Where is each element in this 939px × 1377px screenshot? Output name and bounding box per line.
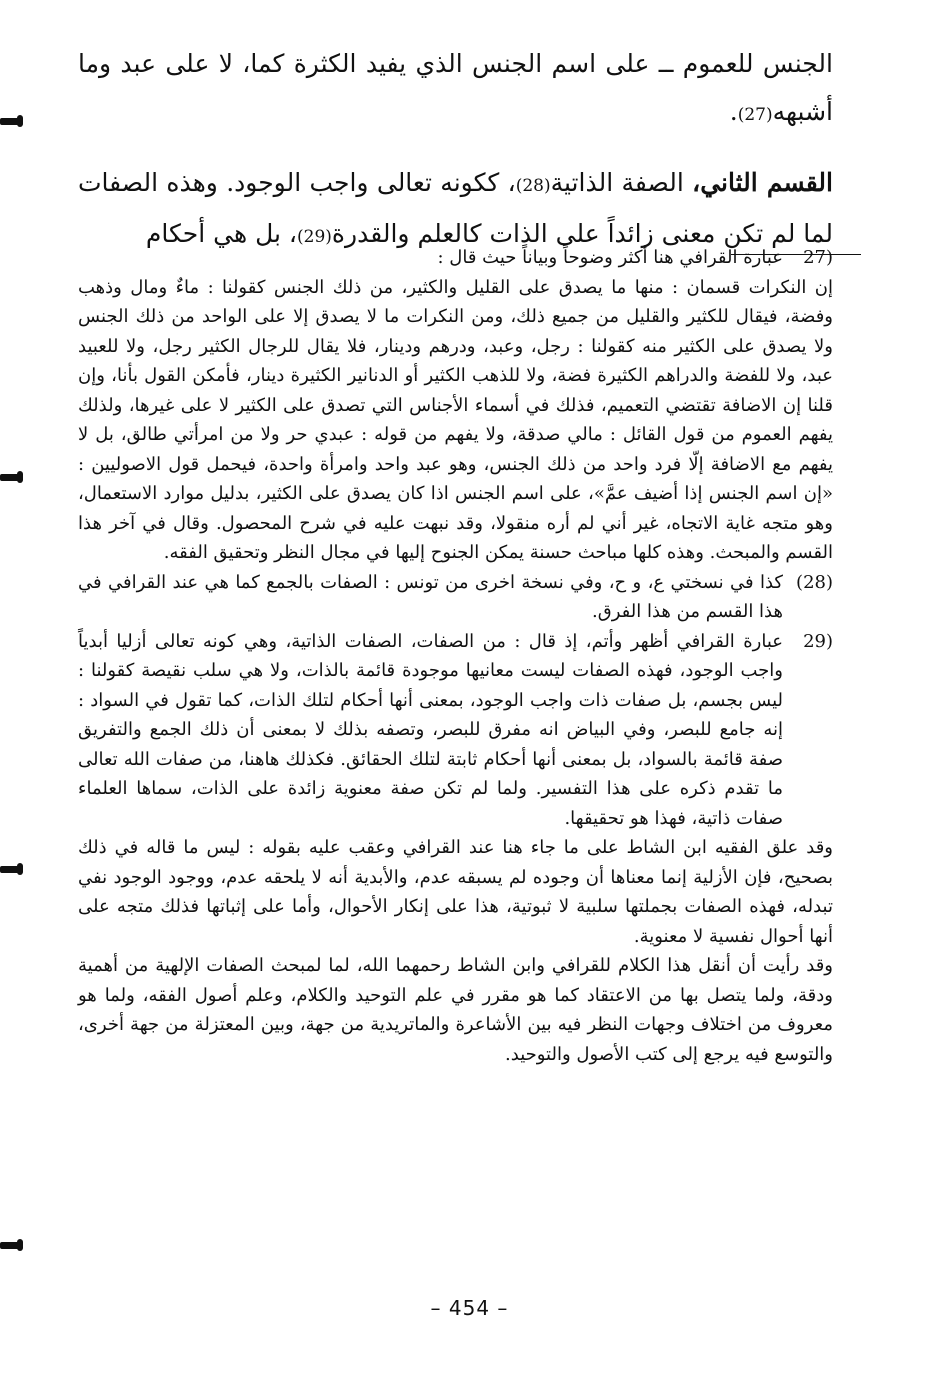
margin-mark	[0, 866, 20, 873]
margin-mark	[0, 118, 20, 125]
main-paragraph-1: الجنس للعموم ــ على اسم الجنس الذي يفيد الكثرة كما، لا على عبد وما أشبهه(27).	[78, 49, 833, 126]
commentary-paragraph: وقد علق الفقيه ابن الشاط على ما جاء هنا عند القرافي وعقب عليه بقوله : ليس ما قاله في ذلك بصحيح، فإن الأزلية إنما معناها أن وجوده لم يسبقه عدم، والأبدية أنه لا يلحقه عدم، ووجود الوجود نفي تبدله، فهذه الصفات بجملتها سلبية لا ثبوتية، هذا على إنكار الأحوال، وأما على إثباتها فذلك متجه على أنها أحوال نفسية لا معنوية.	[78, 837, 834, 947]
footnote-text: عبارة القرافي هنا أكثر وضوحاً وبياناً حيث قال :	[437, 247, 783, 268]
footnotes	[78, 243, 833, 1069]
page-number: – 454 –	[430, 1296, 509, 1320]
footnote-ref: (29)	[297, 227, 332, 247]
margin-mark	[0, 1242, 20, 1249]
footnote-28	[78, 568, 833, 627]
main-paragraph-2: القسم الثاني، الصفة الذاتية(28)، ككونه تعالى واجب الوجود. وهذه الصفات لما لم تكن معنى زائداً على الذات كالعلم والقدرة(29)، بل هي أحكام	[78, 168, 833, 248]
footnote-27	[78, 243, 833, 273]
footnote-number: (27	[803, 247, 833, 268]
footnote-text: كذا في نسختي ع، و ح، وفي نسخة اخرى من تونس : الصفات بالجمع كما هي عند القرافي في هذا القسم من هذا الفرق.	[78, 571, 783, 622]
footnote-ref: (27)	[737, 105, 773, 125]
footnote-number: (29	[803, 630, 833, 652]
margin-mark	[0, 474, 20, 481]
footnote-number: (28)	[796, 571, 833, 593]
footnote-text: إن النكرات قسمان : منها ما يصدق على القليل والكثير، من ذلك الجنس كقولنا : ماءٌ ومال وذهب وفضة، فيقال للكثير والقليل من جميع ذلك، ومن النكرات ما لا يصدق إلا على الواحد من ذلك الجنس ولا يصدق على الكثير منه كقولنا : رجل، وعبد، ودرهم ودينار، فلا يقال للرجال الكثير رجل، ولا للعبيد عبد، ولا للفضة والدراهم الكثيرة فضة، ولا للذهب الكثير أو الدنانير الكثيرة دينار، فأمكن القول بأنا، وإن قلنا إن الاضافة تقتضي التعميم، فذلك في أسماء الأجناس التي تصدق على الكثير لا على غيرها، ولذلك يفهم العموم من قول القائل : مالي صدقة، ولا يفهم من قوله : عبدي حر ولا من امرأتي طالق، بل لا يفهم مع الاضافة إلّا فرد واحد من ذلك الجنس، وهو عبد واحد وامرأة واحدة، فيحمل قول الاصوليين : «إن اسم الجنس إذا أضيف عمَّ»، على اسم الجنس اذا كان يصدق على الكثير، بدليل موارد الاستعمال، وهو متجه غاية الاتجاه، غير أني لم أره منقولا، وقد نبهت عليه في شرح المحصول. وقال في آخر هذا القسم والمبحث. وهذه كلها مباحث حسنة يمكن الجنوح إليها في مجال النظر وتحقيق الفقه.	[78, 276, 833, 563]
footnote-ref: (28)	[515, 176, 551, 196]
section-heading: القسم الثاني،	[692, 168, 833, 197]
footnote-text: عبارة القرافي أظهر وأتم، إذ قال : من الصفات، الصفات الذاتية، وهي كونه تعالى أزليا أبدياً واجب الوجود، فهذه الصفات ليست معانيها موجودة قائمة بالذات، ولا هي سلب نقيصة كقولنا : ليس بجسم، بل صفات ذات واجب الوجود، بمعنى أنها أحكام لتلك الذات، كما تقول في السواد : إنه جامع للبصر، وفي البياض انه مفرق للبصر، وتصفه بذلك لا بمعنى أن ذلك الجمع والتفريق صفة قائمة بالسواد، بل بمعنى أنها أحكام ثابتة لتلك الحقائق. فكذلك هاهنا، من صفات الله تعالى ما تقدم ذكره على هذا التفسير. ولما لم تكن صفة معنوية زائدة على الذات، سماها العلماء صفات ذاتية، فهذا هو تحقيقها.	[78, 630, 783, 829]
footnote-29	[78, 627, 833, 834]
commentary-paragraph: وقد رأيت أن أنقل هذا الكلام للقرافي وابن الشاط رحمهما الله، لما لمبحث الصفات الإلهية من أهمية ودقة، ولما يتصل بها من الاعتقاد كما هو مقرر في علم التوحيد والكلام، وعلم أصول الفقه، ولما هو معروف من اختلاف وجهات النظر فيه بين الأشاعرة والماتريدية من جهة، وبين المعتزلة من جهة أخرى، والتوسع فيه يرجع إلى كتب الأصول والتوحيد.	[78, 955, 833, 1065]
main-text	[78, 40, 833, 261]
